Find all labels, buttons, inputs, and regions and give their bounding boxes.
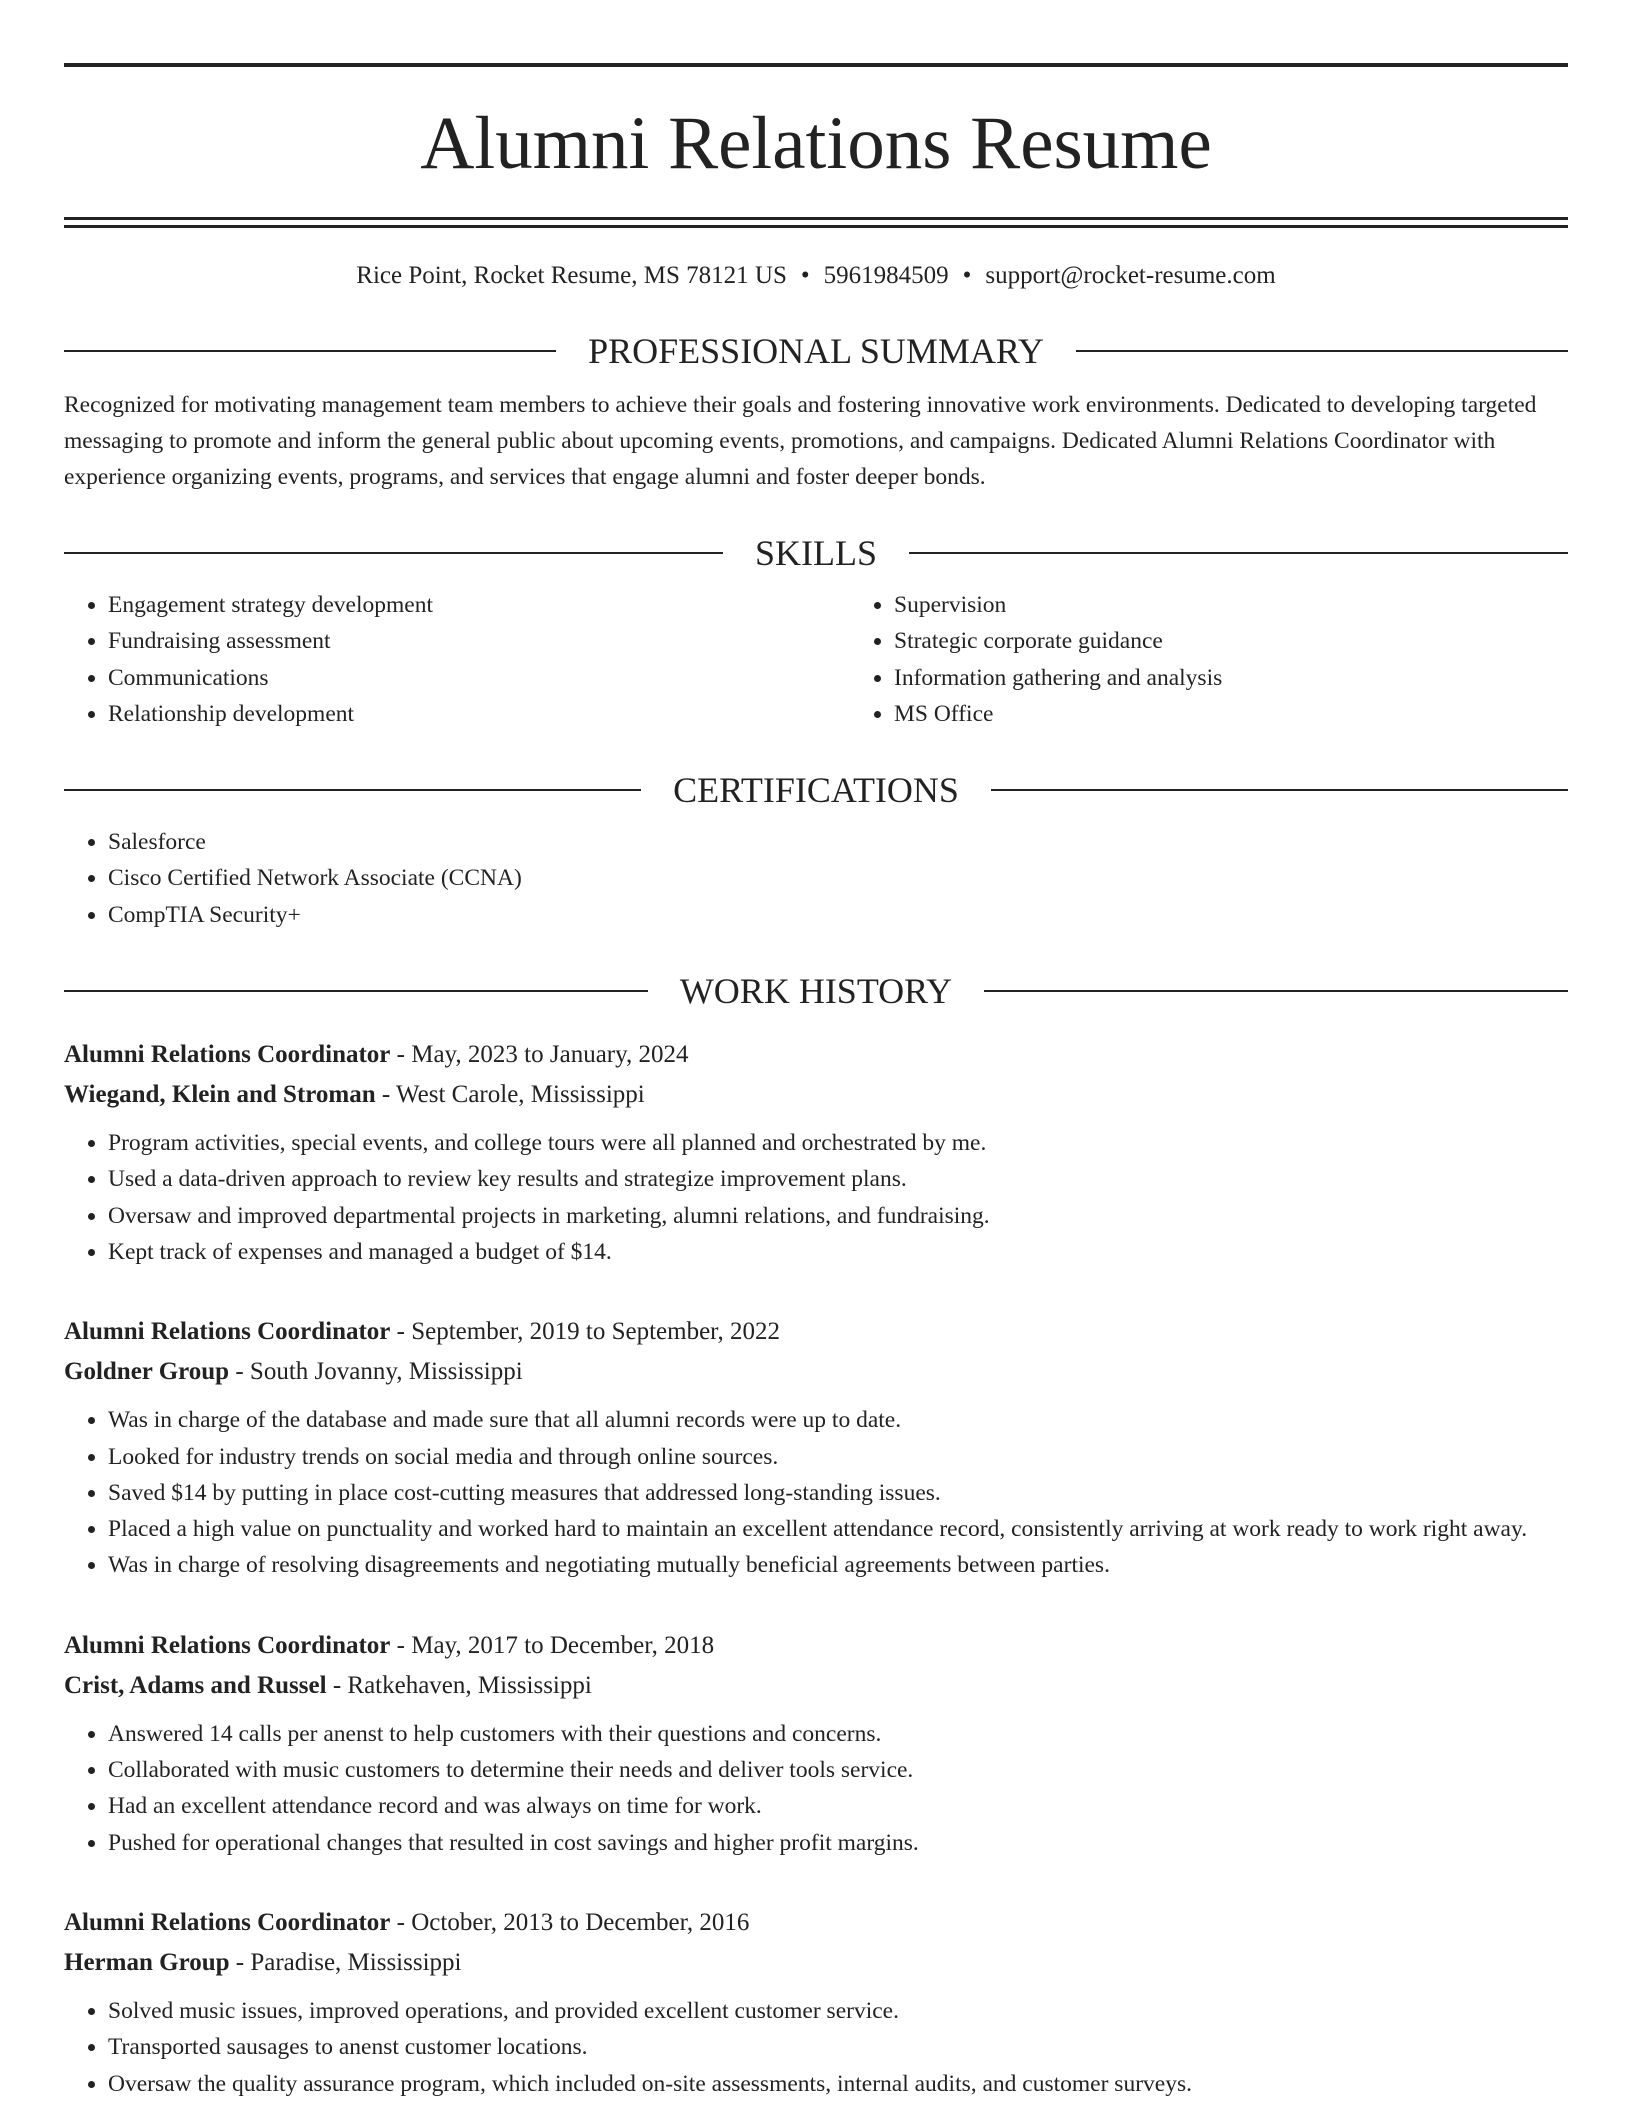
skills-columns	[64, 587, 1568, 732]
job-entry	[64, 1626, 1568, 1861]
contact-separator: •	[962, 262, 972, 289]
job-bullet: • Looked for industry trends on social media and through online sources.	[108, 1439, 1568, 1475]
job-title-line	[64, 1626, 1568, 1666]
resume-content	[64, 63, 1568, 2102]
job-entry	[64, 1312, 1568, 1583]
contact-email: support@rocket-resume.com	[985, 262, 1276, 289]
job-company-line	[64, 1943, 1568, 1983]
job-company: Herman Group	[64, 1948, 230, 1976]
contact-line	[64, 259, 1568, 293]
skill-item: • Relationship development	[108, 696, 850, 732]
heading-rule	[64, 789, 641, 791]
job-company-line	[64, 1352, 1568, 1392]
contact-phone: 5961984509	[823, 262, 949, 289]
job-bullet: • Oversaw the quality assurance program, which included on-site assessments, internal audits, and customer surveys.	[108, 2066, 1568, 2102]
section-heading-certifications	[64, 768, 1568, 812]
heading-rule	[984, 990, 1568, 992]
skill-item: • Supervision	[894, 587, 1568, 623]
skill-item: • Fundraising assessment	[108, 623, 850, 659]
job-entry	[64, 1035, 1568, 1270]
job-bullets	[64, 1402, 1568, 1583]
title-double-rule	[64, 217, 1568, 228]
job-title: Alumni Relations Coordinator	[64, 1631, 391, 1659]
certification-item: • Cisco Certified Network Associate (CCNA)	[108, 860, 1568, 896]
heading-rule	[64, 552, 723, 554]
skill-item: • Strategic corporate guidance	[894, 623, 1568, 659]
skill-item: • Communications	[108, 660, 850, 696]
job-dates: September, 2019 to September, 2022	[411, 1318, 780, 1346]
dash: -	[326, 1671, 348, 1699]
job-bullet: • Kept track of expenses and managed a budget of $14.	[108, 1234, 1568, 1270]
certification-item: • CompTIA Security+	[108, 897, 1568, 933]
page-title: Alumni Relations Resume	[420, 102, 1212, 185]
section-title: CERTIFICATIONS	[673, 770, 959, 811]
job-title: Alumni Relations Coordinator	[64, 1908, 391, 1936]
dash: -	[229, 1948, 251, 1976]
dash: -	[229, 1358, 250, 1386]
contact-separator: •	[800, 262, 810, 289]
job-bullet: • Transported sausages to anenst customer locations.	[108, 2029, 1568, 2065]
top-rule	[64, 63, 1568, 67]
section-heading-work-history	[64, 969, 1568, 1013]
job-bullet: • Answered 14 calls per anenst to help customers with their questions and concerns.	[108, 1716, 1568, 1752]
job-dates: May, 2017 to December, 2018	[411, 1631, 715, 1659]
job-bullet: • Solved music issues, improved operations, and provided excellent customer service.	[108, 1993, 1568, 2029]
job-bullet: • Oversaw and improved departmental projects in marketing, alumni relations, and fundraising.	[108, 1198, 1568, 1234]
skill-item: • MS Office	[894, 696, 1568, 732]
job-bullet: • Program activities, special events, and college tours were all planned and orchestrated by me.	[108, 1125, 1568, 1161]
section-heading-skills	[64, 531, 1568, 575]
heading-rule	[909, 552, 1568, 554]
job-location: Paradise, Mississippi	[250, 1948, 462, 1976]
certifications-list	[64, 824, 1568, 933]
job-dates: October, 2013 to December, 2016	[411, 1908, 750, 1936]
job-title: Alumni Relations Coordinator	[64, 1041, 391, 1069]
section-title: SKILLS	[755, 533, 878, 573]
job-bullets	[64, 1125, 1568, 1270]
dash: -	[390, 1318, 412, 1346]
section-title: WORK HISTORY	[679, 971, 953, 1012]
dash: -	[390, 1631, 412, 1659]
skills-list-left	[64, 587, 850, 732]
skill-item: • Information gathering and analysis	[894, 660, 1568, 696]
job-bullet: • Saved $14 by putting in place cost-cutting measures that addressed long-standing issues.	[108, 1475, 1568, 1511]
job-bullet: • Was in charge of resolving disagreements and negotiating mutually beneficial agreements between parties.	[108, 1547, 1568, 1583]
job-company-line	[64, 1075, 1568, 1115]
contact-address: Rice Point, Rocket Resume, MS 78121 US	[356, 262, 787, 289]
section-heading-summary	[64, 329, 1568, 373]
job-title-line	[64, 1312, 1568, 1352]
job-title-line	[64, 1035, 1568, 1075]
job-entry	[64, 1903, 1568, 2102]
job-bullet: • Placed a high value on punctuality and worked hard to maintain an excellent attendance record, consistently arriving at work ready to work right away.	[108, 1511, 1568, 1547]
dash: -	[390, 1908, 412, 1936]
heading-rule	[1076, 350, 1568, 352]
skill-item: • Engagement strategy development	[108, 587, 850, 623]
job-bullet: • Pushed for operational changes that resulted in cost savings and higher profit margins.	[108, 1825, 1568, 1861]
job-bullets	[64, 1993, 1568, 2102]
job-company: Crist, Adams and Russel	[64, 1671, 327, 1699]
dash: -	[375, 1081, 397, 1109]
job-location: Ratkehaven, Mississippi	[347, 1671, 592, 1699]
job-bullet: • Collaborated with music customers to determine their needs and deliver tools service.	[108, 1752, 1568, 1788]
skills-list-right	[850, 587, 1568, 732]
job-dates: May, 2023 to January, 2024	[411, 1041, 689, 1069]
job-company: Goldner Group	[64, 1358, 230, 1386]
job-company: Wiegand, Klein and Stroman	[64, 1081, 376, 1109]
job-title-line	[64, 1903, 1568, 1943]
certification-item: • Salesforce	[108, 824, 1568, 860]
job-bullet: • Had an excellent attendance record and was always on time for work.	[108, 1788, 1568, 1824]
job-title: Alumni Relations Coordinator	[64, 1318, 391, 1346]
heading-rule	[991, 789, 1568, 791]
summary-text: Recognized for motivating management team members to achieve their goals and fostering innovative work environments. Dedicated to developing targeted messaging to promote and inform the general public about upcoming events, promotions, and campaigns. Dedicated Alumni Relations Coordinator with experience organizing events, programs, and services that engage alumni and foster deeper bonds.	[64, 392, 1537, 490]
job-location: West Carole, Mississippi	[396, 1081, 645, 1109]
section-title: PROFESSIONAL SUMMARY	[588, 331, 1044, 371]
dash: -	[390, 1041, 412, 1069]
job-company-line	[64, 1666, 1568, 1706]
heading-rule	[64, 350, 556, 352]
job-location: South Jovanny, Mississippi	[249, 1358, 523, 1386]
heading-rule	[64, 990, 648, 992]
job-bullets	[64, 1716, 1568, 1861]
job-bullet: • Used a data-driven approach to review key results and strategize improvement plans.	[108, 1161, 1568, 1197]
job-bullet: • Was in charge of the database and made sure that all alumni records were up to date.	[108, 1402, 1568, 1438]
